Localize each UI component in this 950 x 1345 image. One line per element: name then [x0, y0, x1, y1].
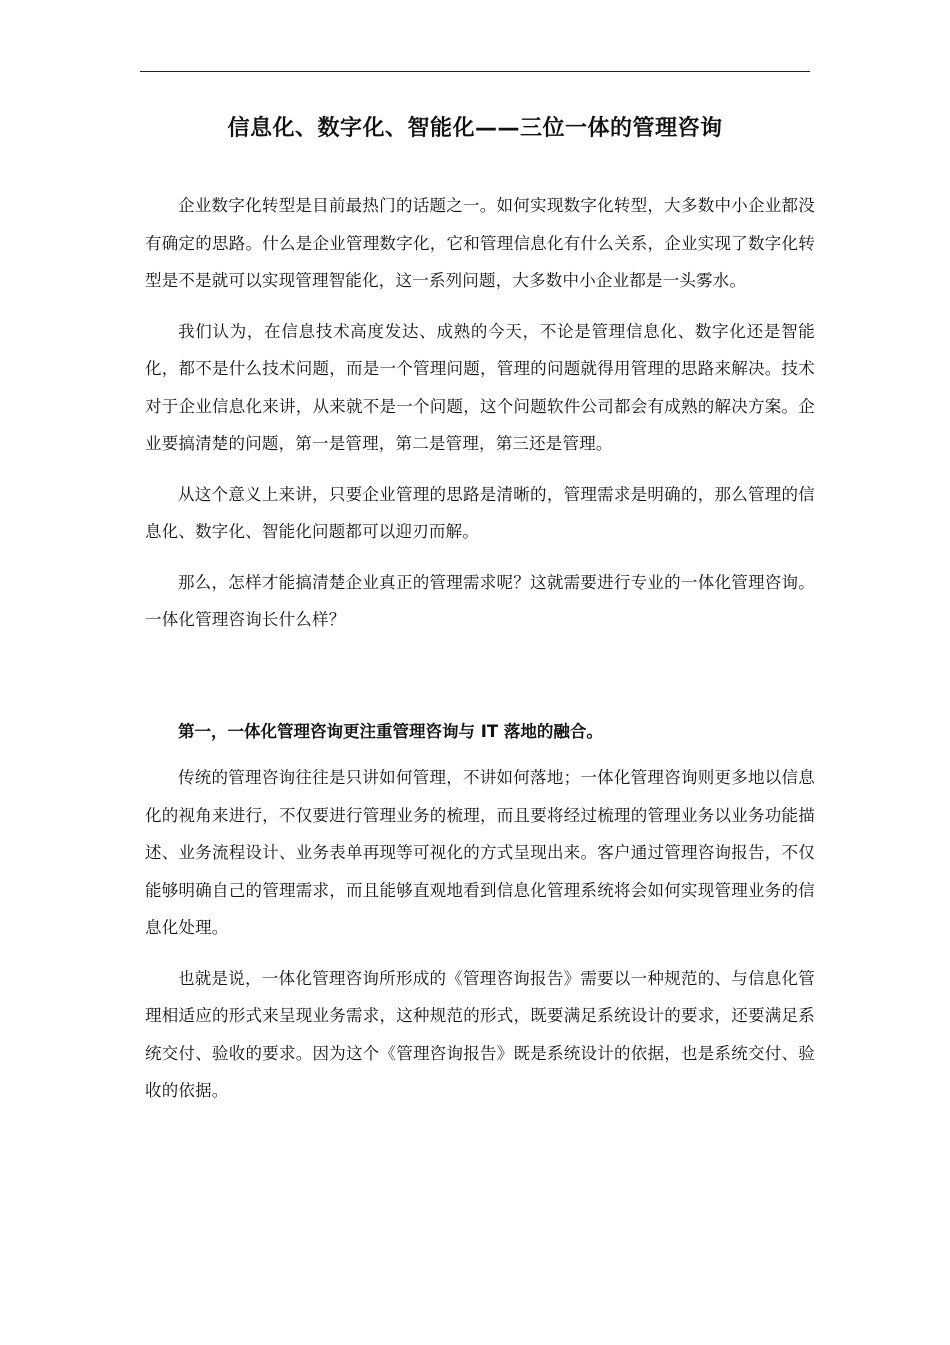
section-spacer [145, 652, 815, 713]
intro-paragraph-1: 企业数字化转型是目前最热门的话题之一。如何实现数字化转型，大多数中小企业都没有确定的思路。什么是企业管理数字化，它和管理信息化有什么关系，企业实现了数字化转型是不是就可以实现管理智能化，这一系列问题，大多数中小企业都是一头雾水。 [145, 196, 815, 290]
section-paragraph-2: 也就是说，一体化管理咨询所形成的《管理咨询报告》需要以一种规范的、与信息化管理相适应的形式来呈现业务需求，这种规范的形式，既要满足系统设计的要求，还要满足系统交付、验收的要求。因为这个《管理咨询报告》既是系统设计的依据，也是系统交付、验收的依据。 [145, 968, 815, 1100]
section-paragraph-1: 传统的管理咨询往往是只讲如何管理，不讲如何落地；一体化管理咨询则更多地以信息化的视角来进行，不仅要进行管理业务的梳理，而且要将经过梳理的管理业务以业务功能描述、业务流程设计、业务表单再现等可视化的方式呈现出来。客户通过管理咨询报告，不仅能够明确自己的管理需求，而且能够直观地看到信息化管理系统将会如何实现管理业务的信息化处理。 [145, 768, 815, 937]
document-title: 信息化、数字化、智能化——三位一体的管理咨询 [227, 116, 723, 141]
document-body [145, 187, 815, 1123]
header-rule [140, 71, 810, 72]
intro-paragraph-2: 我们认为，在信息技术高度发达、成熟的今天，不论是管理信息化、数字化还是智能化，都不是什么技术问题，而是一个管理问题，管理的问题就得用管理的思路来解决。技术对于企业信息化来讲，从来就不是一个问题，这个问题软件公司都会有成熟的解决方案。企业要搞清楚的问题，第一是管理，第二是管理，第三还是管理。 [145, 321, 815, 453]
intro-paragraph-3: 从这个意义上来讲，只要企业管理的思路是清晰的，管理需求是明确的，那么管理的信息化、数字化、智能化问题都可以迎刃而解。 [145, 484, 815, 541]
intro-paragraph-4: 那么，怎样才能搞清楚企业真正的管理需求呢？这就需要进行专业的一体化管理咨询。一体化管理咨询长什么样？ [145, 572, 815, 629]
section-heading-1: 第一，一体化管理咨询更注重管理咨询与 IT 落地的融合。 [178, 721, 603, 741]
